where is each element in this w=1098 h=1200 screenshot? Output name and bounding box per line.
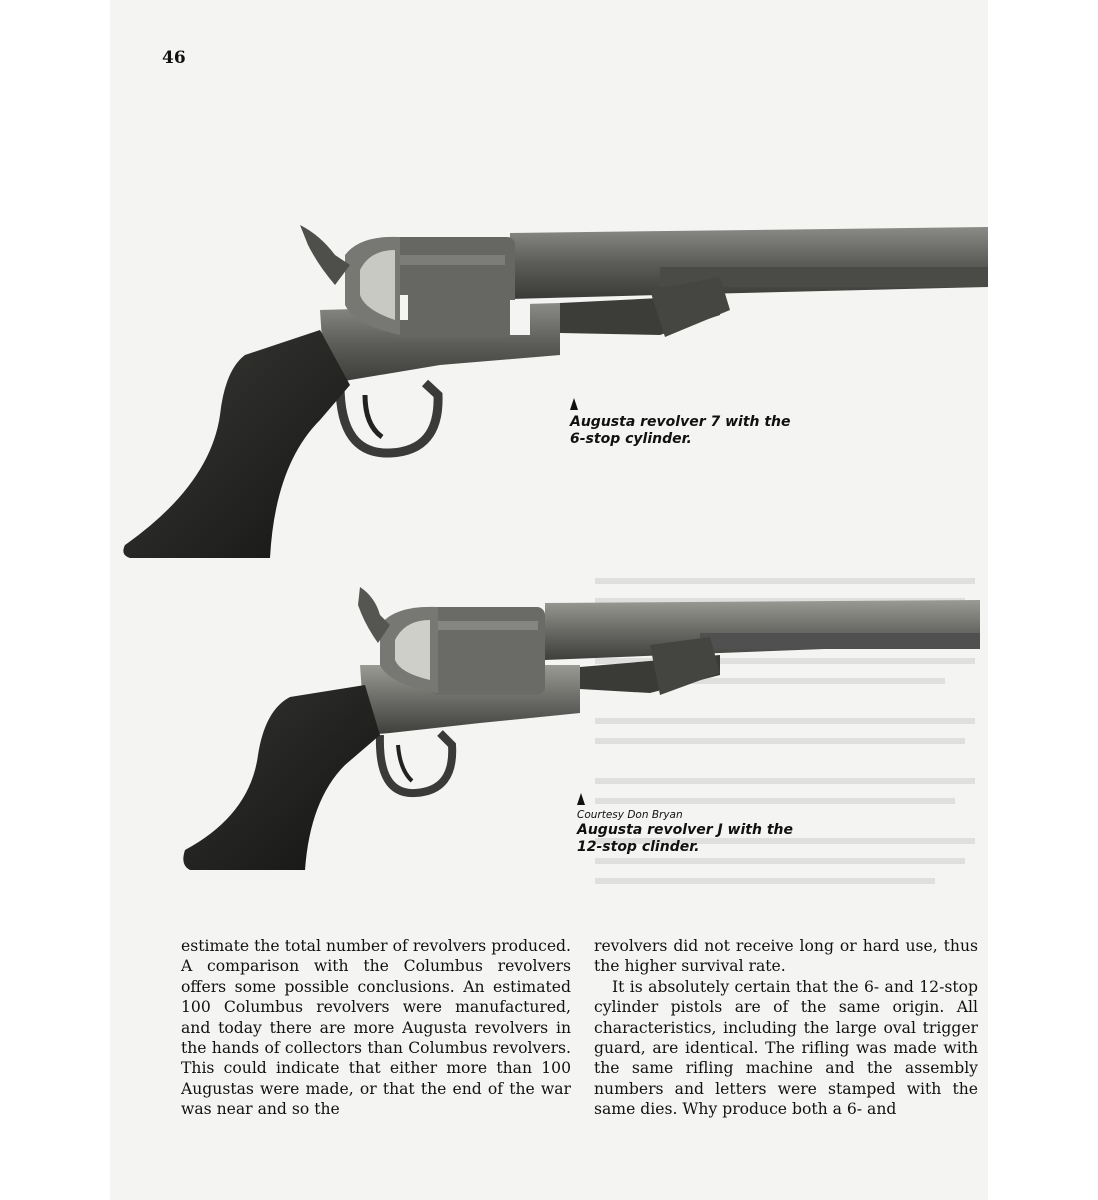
revolver-7-photo [120, 215, 990, 560]
caption-line: 12-stop clinder. [577, 839, 700, 855]
caption-line: 6-stop cylinder. [570, 431, 692, 447]
body-paragraph: revolvers did not receive long or hard use, thus the higher survival rate. [594, 937, 978, 976]
body-paragraph: estimate the total number of revolvers produced. A comparison with the Columbus revolvers offers some possible conclusions. An estimated 100 Columbus revolvers were manufactured, and today there are more Augusta revolvers in the hands of collectors than Columbus revolvers. This could indicate that either more than 100 Augustas were made, or that the end of the war was near and so the [181, 937, 571, 1119]
photo-credit: Courtesy Don Bryan [577, 809, 683, 821]
caption-line: Augusta revolver J with the [577, 822, 793, 838]
caption-arrow-up-icon [570, 398, 578, 410]
caption-line: Augusta revolver 7 with the [570, 414, 791, 430]
page-number: 46 [162, 48, 186, 68]
left-text-column [181, 936, 571, 1120]
revolver-j-caption [577, 793, 793, 856]
caption-arrow-up-icon [577, 793, 585, 805]
revolver-7-caption [570, 398, 791, 448]
right-text-column [594, 936, 978, 1120]
body-paragraph: It is absolutely certain that the 6- and 12-stop cylinder pistols are of the same origin. All characteristics, including the large oval trigger guard, are identical. The rifling was made with the same rifling machine and the assembly numbers and letters were stamped with the same dies. Why produce both a 6- and [594, 977, 978, 1119]
page-margin [988, 0, 1098, 1200]
